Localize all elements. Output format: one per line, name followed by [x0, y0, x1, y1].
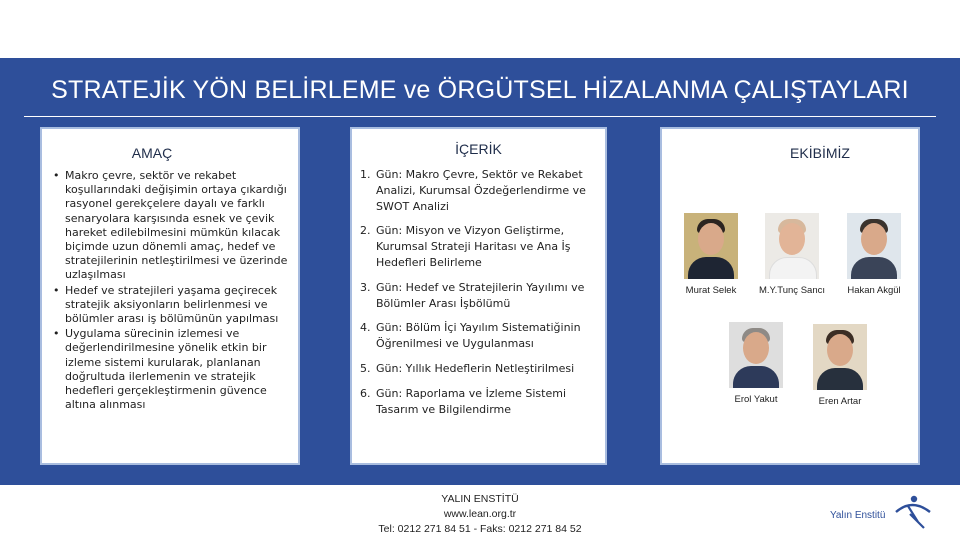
- team-member: [718, 322, 794, 405]
- content-panel: [350, 127, 607, 465]
- content-item: [360, 167, 600, 214]
- person-photo: [684, 213, 738, 279]
- team-member: [802, 324, 878, 407]
- item-text: Gün: Misyon ve Vizyon Geliştirme, Kurumsal Strateji Haritası ve Ana İş Hedefleri Belirleme: [376, 224, 571, 269]
- aim-item: • Uygulama sürecinin izlemesi ve değerlendirilmesine yönelik etkin bir izleme sistemi kurularak, planlanan doğrultuda ilerlemenin ve stratejik hedefleri gerçekleştirmenin güvence altına alınması: [51, 327, 295, 412]
- aim-list: [51, 169, 295, 413]
- member-name: M.Y.Tunç Sancı: [758, 285, 825, 296]
- item-number: 5.: [360, 361, 371, 375]
- logo-text: Yalın Enstitü: [830, 510, 886, 521]
- item-text: Gün: Makro Çevre, Sektör ve Rekabet Analizi, Kurumsal Özdeğerlendirme ve SWOT Analizi: [376, 168, 586, 213]
- content-item: [360, 223, 600, 270]
- aim-item: • Hedef ve stratejileri yaşama geçirecek stratejik aksiyonların belirlenmesi ve bölümler arası iş bölümünün yapılması: [51, 284, 295, 327]
- item-text: Gün: Bölüm İçi Yayılım Sistematiğinin Öğrenilmesi ve Uygulanması: [376, 321, 581, 351]
- team-member: [836, 213, 912, 296]
- member-name: Eren Artar: [818, 396, 862, 407]
- item-number: 2.: [360, 224, 371, 238]
- item-number: 1.: [360, 168, 371, 181]
- content-item: [360, 386, 600, 418]
- item-number: 3.: [360, 280, 371, 294]
- item-number: 6.: [360, 386, 371, 400]
- member-name: Hakan Akgül: [847, 285, 901, 296]
- content-item: [360, 280, 600, 312]
- footer: [330, 492, 630, 537]
- content-heading: İÇERİK: [455, 141, 502, 157]
- person-photo: [813, 324, 867, 390]
- member-name: Erol Yakut: [734, 394, 778, 405]
- aim-panel: [40, 127, 300, 465]
- item-text: Gün: Hedef ve Stratejilerin Yayılımı ve Bölümler Arası İşbölümü: [376, 280, 585, 310]
- team-heading: EKİBİMİZ: [790, 145, 850, 161]
- content-item: [360, 361, 600, 377]
- person-photo: [847, 213, 901, 279]
- team-member: [754, 213, 830, 296]
- member-name: Murat Selek: [685, 285, 737, 296]
- person-photo: [765, 213, 819, 279]
- footer-web: www.lean.org.tr: [443, 508, 517, 520]
- footer-org: YALIN ENSTİTÜ: [441, 493, 519, 505]
- logo: [826, 492, 936, 532]
- team-member: [676, 213, 746, 296]
- item-text: Gün: Yıllık Hedeflerin Netleştirilmesi: [376, 361, 575, 375]
- item-number: 4.: [360, 321, 371, 335]
- content-item: [360, 320, 600, 352]
- title-divider: [24, 116, 936, 117]
- person-photo: [729, 322, 783, 388]
- aim-item: • Makro çevre, sektör ve rekabet koşullarındaki değişimin ortaya çıkardığı rasyonel gerekçelere dayalı ve farklı senaryolara karşısında esnek ve çevik hareket edilebilmesini mümkün kılacak biçimde uzun dönemli amaç, hedef ve stratejilerinin netleştirilmesi ve üzerinde uzlaşılması: [51, 169, 295, 283]
- content-list: [360, 167, 600, 426]
- aim-heading: AMAÇ: [131, 145, 173, 161]
- item-text: Gün: Raporlama ve İzleme Sistemi Tasarım ve Bilgilendirme: [376, 386, 567, 416]
- slide-title: STRATEJİK YÖN BELİRLEME ve ÖRGÜTSEL HİZALANMA ÇALIŞTAYLARI: [51, 76, 909, 104]
- footer-phones: Tel: 0212 271 84 51 - Faks: 0212 271 84 52: [378, 523, 582, 535]
- team-panel: [660, 127, 920, 465]
